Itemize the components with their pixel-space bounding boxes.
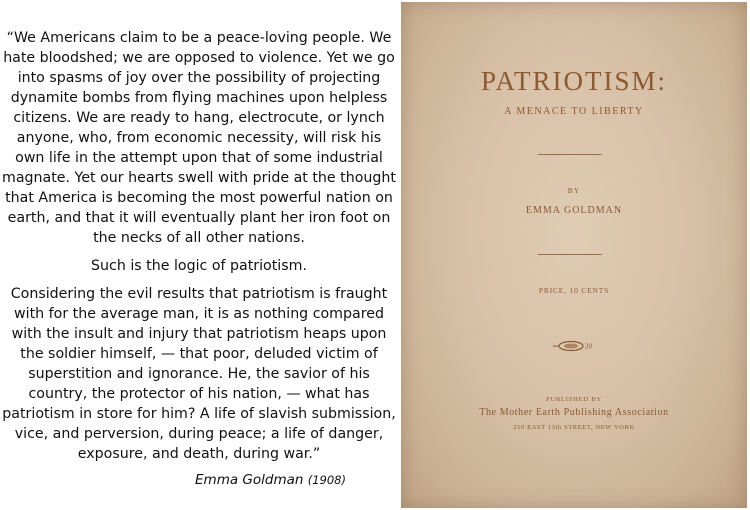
cover-publisher: The Mother Earth Publishing Association [479, 407, 669, 418]
quote-panel [0, 28, 398, 488]
quote-paragraph-2: Such is the logic of patriotism. [91, 258, 307, 274]
attribution-name: Emma Goldman [195, 472, 304, 488]
union-label-number: 20 [585, 342, 592, 351]
cover-subtitle: A MENACE TO LIBERTY [504, 106, 644, 117]
cover-address: 210 EAST 13th STREET, NEW YORK [513, 424, 635, 431]
cover-published-by: PUBLISHED BY [545, 396, 602, 403]
cover-price: PRICE, 10 CENTS [538, 286, 610, 295]
cover-divider-bottom [538, 254, 602, 255]
attribution-year: (1908) [307, 473, 346, 487]
cover-title: PATRIOTISM: [480, 66, 668, 96]
quote-paragraph-3: Considering the evil results that patriotism is fraught with for the average man, it is as nothing compared with the insult and injury that patriotism heaps upon the soldier himself, — that poor, deluded victim of superstition and ignorance. He, the savior of his country, the protector of his nation, — what has patriotism in store for him? A life of slavish submission, vice, and perversion, during peace; a life of danger, exposure, and death, during war.” [2, 286, 396, 462]
pamphlet-cover [401, 2, 747, 508]
cover-by-label: BY [567, 186, 581, 195]
union-label-icon [549, 340, 603, 352]
quote-attribution [0, 472, 398, 488]
quote-paragraph-1: “We Americans claim to be a peace-loving people. We hate bloodshed; we are opposed to violence. Yet we go into spasms of joy over the possibility of projecting dynamite bombs from flying machines upon helpless citizens. We are ready to hang, electrocute, or lynch anyone, who, from economic necessity, will risk his own life in the attempt upon that of some industrial magnate. Yet our hearts swell with pride at the thought that America is becoming the most powerful nation on earth, and that it will eventually plant her iron foot on the necks of all other nations. [2, 30, 396, 246]
cover-author: EMMA GOLDMAN [525, 205, 623, 216]
cover-divider-top [538, 154, 602, 155]
